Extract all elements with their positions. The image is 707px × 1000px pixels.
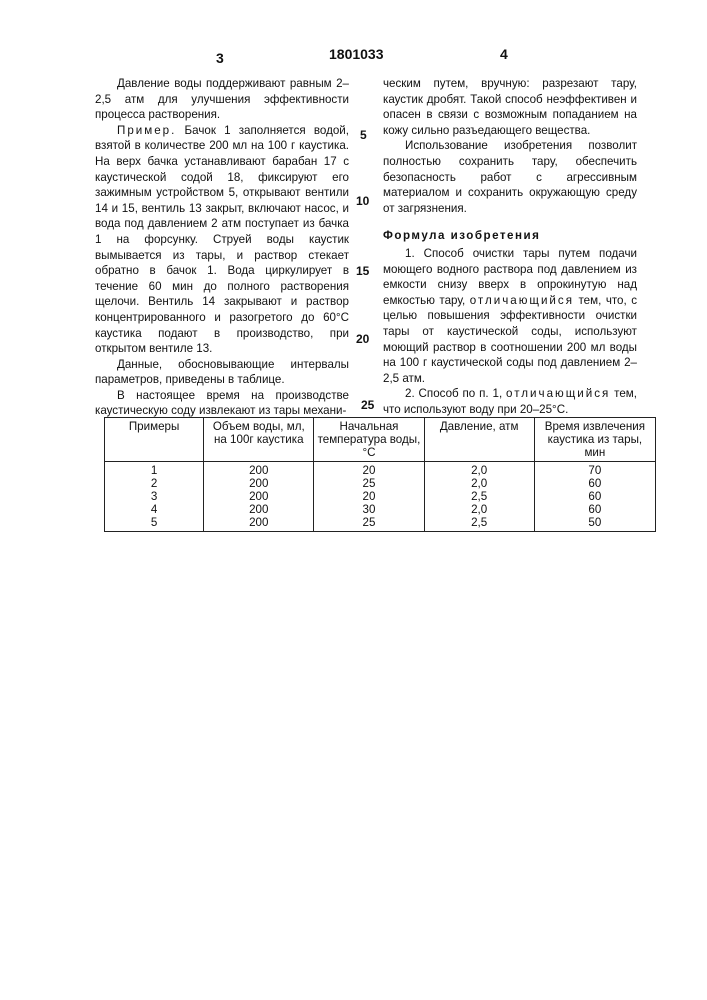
- table-cell: 60: [534, 503, 655, 516]
- claims-title: Формула изобретения: [383, 228, 637, 244]
- table-cell: 2,5: [424, 516, 534, 532]
- line-number-20: 20: [356, 332, 369, 346]
- table-header-cell: Давление, атм: [424, 418, 534, 462]
- patent-page: [0, 0, 707, 1000]
- table-row: [105, 516, 656, 532]
- example-text: Бачок 1 заполняется водой, взятой в количестве 200 мл на 100 г каустика. На верх бачка устанавливают барабан 17 с каустической содой 18, фиксируют его зажимным устройством 5, открывают вентили 14 и 15, вентиль 13 закрыт, включают насос, и вода под давлением 2 атм поступает из бачка 1 на форсунку. Струей воды каустик вымывается из тары, и раствор стекает обратно в бачок 1. Вода циркулирует в течение 60 мин до полного растворения щелочи. Вентиль 14 закрывают и раствор концентрированного и разогретого до 60°С каустика подают в производство, при открытом вентиле 13.: [95, 124, 349, 355]
- table-cell: 70: [534, 462, 655, 478]
- table-cell: 5: [105, 516, 204, 532]
- table-cell: 1: [105, 462, 204, 478]
- table-row: [105, 462, 656, 478]
- table-header-cell: Объем воды, мл, на 100г каустика: [204, 418, 314, 462]
- paragraph-water-pressure: Давление воды поддерживают равным 2–2,5 атм для улучшения эффективности процесса растворения.: [95, 76, 349, 123]
- table-row: [105, 490, 656, 503]
- parameters-table: [104, 417, 656, 532]
- right-column: [383, 76, 637, 417]
- table-cell: 50: [534, 516, 655, 532]
- paragraph-example: [95, 123, 349, 357]
- table-header-cell: Примеры: [105, 418, 204, 462]
- table-cell: 4: [105, 503, 204, 516]
- claim-2-text-b: тем, что используют воду при 20–25°С.: [383, 387, 637, 416]
- table-cell: 2,5: [424, 490, 534, 503]
- table-header-cell: Начальная температура воды, °С: [314, 418, 424, 462]
- line-number-10: 10: [356, 194, 369, 208]
- table-cell: 3: [105, 490, 204, 503]
- table-header-row: [105, 418, 656, 462]
- table-cell: 200: [204, 503, 314, 516]
- claim-2-distinguishing: отличающийся: [506, 387, 610, 400]
- table-cell: 20: [314, 462, 424, 478]
- table-header-cell: Время извлечения каустика из тары, мин: [534, 418, 655, 462]
- table-cell: 25: [314, 516, 424, 532]
- claim-2: [383, 386, 637, 417]
- example-lead: Пример.: [117, 124, 176, 137]
- page-number-left: 3: [216, 50, 224, 66]
- table-cell: 60: [534, 490, 655, 503]
- paragraph-current-method: В настоящее время на производстве каустическую соду извлекают из тары механи-: [95, 388, 349, 419]
- patent-number: 1801033: [329, 46, 384, 62]
- table-row: [105, 477, 656, 490]
- line-number-15: 15: [356, 264, 369, 278]
- claim-1-distinguishing: отличающийся: [470, 294, 574, 307]
- table-cell: 2,0: [424, 503, 534, 516]
- table-cell: 200: [204, 490, 314, 503]
- line-number-5: 5: [360, 128, 367, 142]
- claim-2-text-a: 2. Способ по п. 1,: [405, 387, 506, 400]
- left-column: [95, 76, 349, 419]
- table-cell: 60: [534, 477, 655, 490]
- table-cell: 2,0: [424, 462, 534, 478]
- table-cell: 200: [204, 477, 314, 490]
- page-number-right: 4: [500, 46, 508, 62]
- table-cell: 25: [314, 477, 424, 490]
- table-row: [105, 503, 656, 516]
- table-cell: 200: [204, 462, 314, 478]
- paragraph-advantages: Использование изобретения позволит полностью сохранить тару, обеспечить безопасность работ с агрессивным материалом и сохранить окружающую среду от загрязнения.: [383, 138, 637, 216]
- claim-1-text-a: 1. Способ очистки тары путем подачи моющего водного раствора под давлением из емкости снизу вверх в опрокинутую над емкостью тару,: [383, 247, 637, 307]
- table-cell: 2: [105, 477, 204, 490]
- claim-1: [383, 246, 637, 386]
- table-cell: 2,0: [424, 477, 534, 490]
- table-cell: 30: [314, 503, 424, 516]
- line-number-25: 25: [361, 398, 374, 412]
- paragraph-mechanical-method: ческим путем, вручную: разрезают тару, каустик дробят. Такой способ неэффективен и опасен в связи с возможным попаданием на кожу сильно разъедающего вещества.: [383, 76, 637, 138]
- table-cell: 200: [204, 516, 314, 532]
- paragraph-table-reference: Данные, обосновывающие интервалы параметров, приведены в таблице.: [95, 357, 349, 388]
- claim-1-text-b: тем, что, с целью повышения эффективности очистки тары от каустической соды, используют моющий раствор в соотношении 200 мл воды на 100 г каустической соды под давлением 2–2,5 атм.: [383, 294, 637, 385]
- table-cell: 20: [314, 490, 424, 503]
